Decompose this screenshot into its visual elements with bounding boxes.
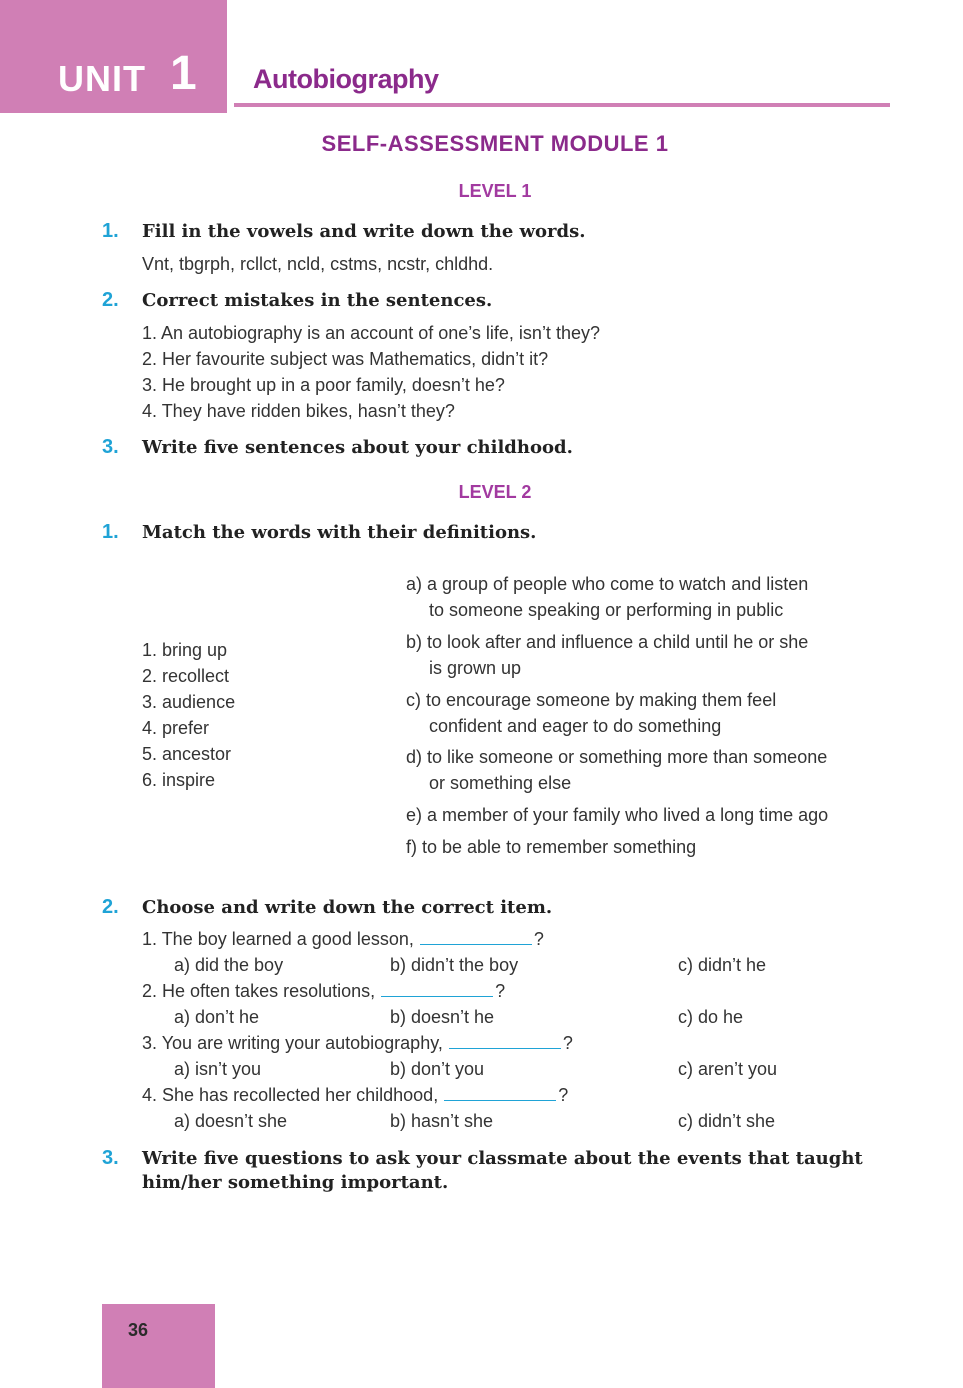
option-b: b) hasn’t she [390, 1111, 494, 1131]
level-1-heading: LEVEL 1 [458, 181, 532, 201]
definition-text: is grown up [429, 658, 522, 678]
option-c: c) aren’t you [678, 1059, 778, 1079]
match-word: 1. bring up [142, 640, 228, 660]
answer-blank[interactable] [449, 1034, 561, 1049]
sentence-item: 3. He brought up in a poor family, doesn’t he? [142, 375, 505, 395]
match-word: 4. prefer [142, 718, 210, 738]
option-a: a) don’t he [174, 1007, 260, 1027]
definition-text: a) a group of people who come to watch and listen [406, 574, 809, 594]
option-c: c) didn’t she [678, 1111, 776, 1131]
definition-text: d) to like someone or something more than someone [406, 747, 828, 767]
question-stem: 3. You are writing your autobiography, [142, 1033, 443, 1053]
unit-number: 1 [170, 47, 197, 100]
option-a: a) did the boy [174, 955, 284, 975]
definition-text: or something else [429, 773, 572, 793]
match-word: 3. audience [142, 692, 236, 712]
sentence-item: 4. They have ridden bikes, hasn’t they? [142, 401, 455, 421]
page-number-box [102, 1304, 215, 1388]
option-c: c) do he [678, 1007, 744, 1027]
module-title: SELF-ASSESSMENT MODULE 1 [321, 131, 669, 156]
question-mark: ? [533, 929, 544, 949]
option-b: b) don’t you [390, 1059, 485, 1079]
definition-c [406, 687, 896, 739]
match-word: 5. ancestor [142, 744, 232, 764]
definition-b [406, 629, 896, 681]
task-instruction: Choose and write down the correct item. [142, 897, 553, 918]
choice-question [142, 929, 544, 950]
question-stem: 2. He often takes resolutions, [142, 981, 376, 1001]
sentence-item: 1. An autobiography is an account of one’s life, isn’t they? [142, 323, 600, 343]
question-mark: ? [495, 981, 506, 1001]
task-number: 3. [102, 436, 119, 458]
option-b: b) doesn’t he [390, 1007, 495, 1027]
option-c: c) didn’t he [678, 955, 767, 975]
definition-e [406, 802, 896, 828]
task-number: 3. [102, 1147, 119, 1169]
definition-text: c) to encourage someone by making them feel [406, 690, 777, 710]
unit-banner [0, 0, 227, 113]
definition-d [406, 744, 896, 796]
answer-blank[interactable] [444, 1086, 556, 1101]
option-b: b) didn’t the boy [390, 955, 519, 975]
definition-text: b) to look after and influence a child until he or she [406, 632, 809, 652]
question-mark: ? [562, 1033, 573, 1053]
choice-question [142, 1085, 568, 1106]
chapter-title: Autobiography [253, 64, 439, 94]
choice-question [142, 981, 505, 1002]
task-number: 1. [102, 220, 119, 242]
task-instruction: Fill in the vowels and write down the words. [142, 221, 586, 242]
sentence-item: 2. Her favourite subject was Mathematics, didn’t it? [142, 349, 549, 369]
question-stem: 4. She has recollected her childhood, [142, 1085, 439, 1105]
definition-f [406, 834, 896, 860]
question-stem: 1. The boy learned a good lesson, [142, 929, 414, 949]
task-instruction: him/her something important. [142, 1172, 449, 1193]
match-word: 6. inspire [142, 770, 216, 790]
option-a: a) isn’t you [174, 1059, 262, 1079]
definition-text: to someone speaking or performing in public [429, 600, 784, 620]
task-number: 2. [102, 289, 119, 311]
definition-text: e) a member of your family who lived a long time ago [406, 805, 829, 825]
answer-blank[interactable] [381, 982, 493, 997]
unit-word: UNIT [58, 58, 146, 99]
definition-text: f) to be able to remember something [406, 837, 697, 857]
question-mark: ? [558, 1085, 569, 1105]
header-divider [234, 103, 890, 107]
definition-a [406, 571, 896, 623]
option-a: a) doesn’t she [174, 1111, 288, 1131]
choice-question [142, 1033, 573, 1054]
match-word: 2. recollect [142, 666, 230, 686]
task-instruction: Match the words with their definitions. [142, 522, 537, 543]
page-number: 36 [128, 1320, 149, 1340]
task-instruction: Write five sentences about your childhood. [142, 437, 573, 458]
scrambled-words: Vnt, tbgrph, rcllct, ncld, cstms, ncstr, chldhd. [142, 254, 494, 274]
answer-blank[interactable] [420, 930, 532, 945]
definition-text: confident and eager to do something [429, 716, 722, 736]
level-2-heading: LEVEL 2 [458, 482, 532, 502]
task-number: 2. [102, 896, 119, 918]
task-instruction: Correct mistakes in the sentences. [142, 290, 493, 311]
task-instruction: Write five questions to ask your classmate about the events that taught [142, 1148, 863, 1169]
task-number: 1. [102, 521, 119, 543]
